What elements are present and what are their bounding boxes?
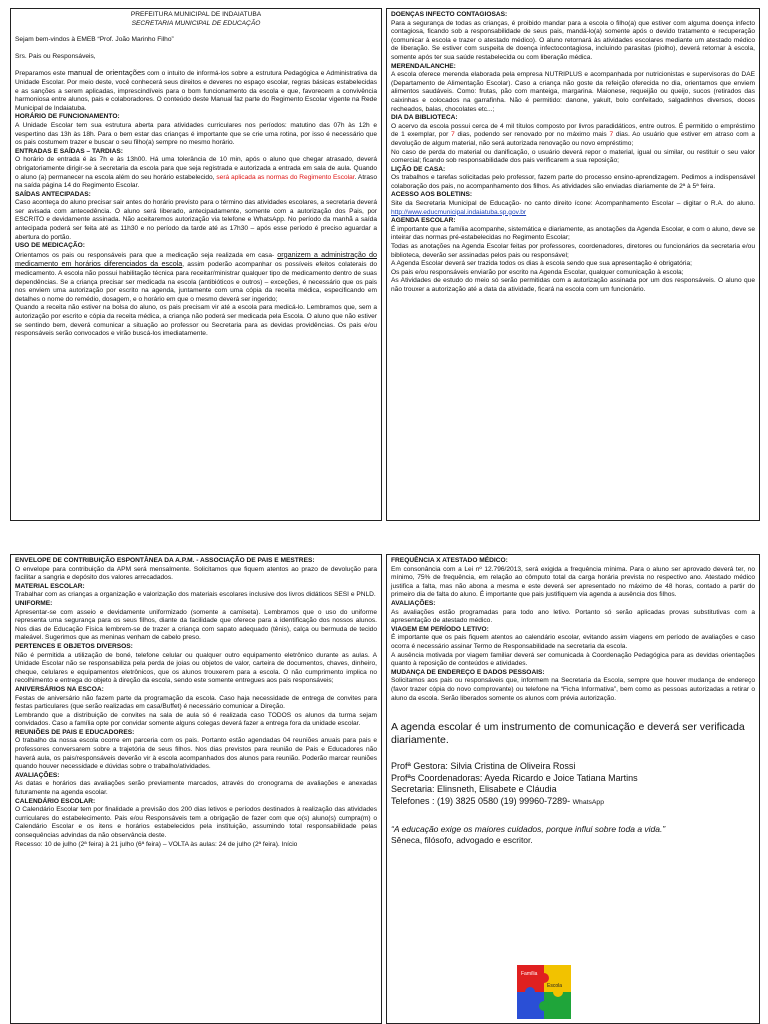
biblioteca-text-2: No caso de perda do material ou danificação, o usuário deverá repor o material, igual ou similar, ou restituir o seu valor comercial; ficando sob responsabilidade dos pais verificarem a sua reposição; [391, 148, 755, 165]
heading-aniversarios: ANIVERSÁRIOS NA ESCOA: [15, 685, 104, 693]
medicacao-underline: organizem a administração do medicamento em horários diferenciados da escola [15, 249, 377, 269]
avaliacoes-text: As datas e horários das avaliações serão previamente marcados, através do cronograma de avaliações e anexadas futuramente na agenda escolar. [15, 780, 377, 797]
heading-material: MATERIAL ESCOLAR: [15, 582, 85, 590]
agenda-note: A agenda escolar é um instrumento de comunicação e deverá ser verificada diariamente. [391, 721, 745, 747]
aniversarios-text-1: Festas de aniversário não fazem parte da programação da escola. Caso haja necessidade de entrega de convites para festas particulares (que serão realizadas em casa/Buffet) é necessário comunicar a Direção. [15, 694, 377, 711]
puzzle-logo-icon [515, 963, 573, 1021]
secretaria-name: SECRETARIA MUNICIPAL DE EDUCAÇÃO [131, 19, 261, 27]
heading-boletins: ACESSO AOS BOLETINS: [391, 191, 473, 199]
heading-calendario: CALENDÁRIO ESCOLAR: [15, 797, 96, 805]
avaliacoes-text-2: As avaliações estão programadas para todo ano letivo. Portanto só serão aplicadas provas substitutivas com a apresentação de atestado médico. [391, 608, 755, 625]
greeting: Srs. Pais ou Responsáveis, [15, 52, 96, 60]
heading-mudanca: MUDANÇA DE ENDEREÇO E DADOS PESSOAIS: [391, 668, 545, 676]
heading-pertences: PERTENCES E OBJETOS DIVERSOS: [15, 642, 133, 650]
heading-avaliacoes: AVALIAÇÕES: [15, 771, 60, 779]
heading-avaliacoes-2: AVALIAÇÕES: [391, 599, 436, 607]
biblioteca-text: O acervo da escola possui cerca de 4 mil títulos composto por livros paradidáticos, entre outros. É permitido o empréstimo de 1 exemplar, por 7 dias, podendo ser renovado por no máximo mais 7 dias. Ao usuário que estiver em atraso com a devolução de algum material, não será autorizada renovação ou novo empréstimo; [391, 122, 756, 147]
calendario-text: O Calendário Escolar tem por finalidade a previsão dos 200 dias letivos e períodos destinados à realização das atividades curriculares do estabelecimento. Pais e/ou Responsáveis tem a obrigação de fazer com que o(s) aluno(s) cumpra(m) o Calendário Escolar e os itens e horários estabelecidos pela instituição, assumindo total responsabilidade pelas consequências advindas da não observância deste. [15, 806, 377, 839]
doencas-text: Para a segurança de todas as crianças, é proibido mandar para a escola o filho(a) que estiver com alguma doença infecto contagiosa, ficando sob a responsabilidade de seus pais, mandá-lo(a) somente após o devido tratamento e recuperação (comunicar à escola e trazer o atestado médico). O aluno retornará às atividades escolares mediante um atestado médico de liberação. Se estiver com suspeita de doença infectocontagiosa, incluindo parasitas (piolho), deverá retornar à escola, somente após ter sua saúde restabelecida ou com liberação médica. [391, 19, 755, 61]
secretaria-line: Secretaria: Elinsneth, Elisabete e Cláudia [391, 784, 557, 795]
panel-apm [10, 554, 382, 1024]
apm-text: O envelope para contribuição da APM será mensalmente. Solicitamos que fiquem atentos ao prazo de devolução para facilitar a sangria e depósito dos valores arrecadados. [15, 565, 377, 582]
heading-apm: ENVELOPE DE CONTRIBUIÇÃO ESPONTÂNEA DA A.P.M. - ASSOCIAÇÃO DE PAIS E MESTRES: [15, 557, 315, 564]
heading-entradas: ENTRADAS E SAÍDAS – TARDIAS: [15, 147, 123, 155]
heading-doencas: DOENÇAS INFECTO CONTAGIOSAS: [391, 11, 508, 18]
mudanca-text: Solicitamos aos pais ou responsáveis que, informem na Secretaria da Escola, sempre que houver mudança de endereço (favor trazer cópia do novo comprovante) ou telefone na “Ficha Informativa”, bem como as pessoas autorizadas a retirar o aluno da escola. Serão liberados somente os alunos com prévia autorização. [391, 677, 755, 702]
agenda-text-2: Todas as anotações na Agenda Escolar feitas por professores, coordenadores, diretores ou funcionários da secretaria e/ou biblioteca, deverão ser assinadas pelos pais ou responsável; [391, 243, 755, 259]
puzzle-label-familia: Família [521, 971, 538, 977]
heading-reunioes: REUNIÕES DE PAIS E EDUCADORES: [15, 728, 135, 736]
coordenadoras-line: Profªs Coordenadoras: Ayeda Ricardo e Joice Tatiana Martins [391, 772, 638, 783]
reunioes-text: O trabalho da nossa escola ocorre em parceria com os pais. Portanto estão agendadas 04 reuniões anuais para pais e professores conversarem sobre a trajetória de seus filhos. Nos dias previstos para reunião de Pais e Educadores não haverá aula, os pais/responsáveis deverão vir à escola acompanhados dos alunos para reunião. Poderão marcar reuniões quando houver necessidade e dúvidas sobre o trabalho/atividades. [15, 737, 377, 771]
agenda-text-3: A Agenda Escolar deverá ser trazida todos os dias à escola sendo que sua apresentação é obrigatória; [391, 260, 692, 268]
panel-frequencia [386, 554, 760, 1024]
medicacao-text: Orientamos os pais ou responsáveis para que a medicação seja realizada em casa- organizem a administração do medicamento em horários diferenciados da escola, assim poderão acompanhar os possíveis efeitos colaterais do medicamento. A escola não possui habilitação técnica para receitar/ministrar qualquer tipo de medicamento dentro de suas dependências. Se a criança precisar ser medicada na escola (antibióticos e outros) – exceções, é necessário que os pais nos enviem uma autorização por escrito na agenda, juntamente com uma cópia da receita médica, especificando em detalhes o nome do remédio, dosagem, e o horário em que o mesmo deverá ser ingerido; [15, 249, 377, 303]
heading-medicacao: USO DE MEDICAÇÃO: [15, 242, 85, 250]
heading-biblioteca: DIA DA BIBLIOTECA: [391, 114, 458, 122]
viagem-text-1: É importante que os pais fiquem atentos ao calendário escolar, evitando assim viagens em período de avaliações e caso ocorra é necessário assinar Termo de Responsabilidade na secretaria da escola. [391, 634, 755, 650]
saidas-text: Caso aconteça do aluno precisar sair antes do horário previsto para o término das atividades escolares, a secretaria deverá ser avisada com antecedência. O aluno será liberado, antecipadamente, somente com a autorização dos Pais, por ESCRITO e devidamente assinada. Não aceitaremos autorização via telefone e WhatsApp. No período da manhã a saída antecipada poderá ser feita até as 11h30 e no período da tarde até as 17h30 – após esse período é preciso aguardar a abertura do portão. [15, 199, 377, 241]
pertences-text: Não é permitida a utilização de boné, telefone celular ou qualquer outro equipamento eletrônico durante as aulas. A Unidade Escolar não se responsabiliza pela perda de joias ou objetos de valor, carteira de documentos, chaves, dinheiro, cheque, celulares e equipamentos eletrônicos, que os alunos trouxerem para a escola. O não cumprimento implica no recolhimento e entrega do objeto à direção da escola, sendo este somente entregues aos pais responsáveis; [15, 651, 377, 685]
regimento-highlight: será aplicada as normas do Regimento Escolar [216, 173, 355, 181]
agenda-text-5: As Atividades de estudo do meio só serão permitidas com a autorização assinada por um dos responsáveis. O aluno que não trouxer a autorização até a data da atividade, ficará na escola com um funcionário. [391, 277, 755, 293]
quote-text: “A educação exige os maiores cuidados, porque influi sobre toda a vida.” [391, 824, 666, 835]
horario-text: A Unidade Escolar tem sua estrutura aberta para atividades curriculares nos períodos: matutino das 07h às 12h e vespertino das 13h às 18h. Para o bem estar das crianças é importante que se crie uma rotina, por isso é necessário que os pais costumem trazer e buscar o seu filho(a) sempre no mesmo horário. [15, 121, 377, 147]
boletins-text: Site da Secretaria Municipal de Educação- no canto direito ícone: Acompanhamento Escolar – digitar o R.A. do aluno. http://www.educmunicipal.indaiatuba.sp.gov.br [391, 200, 755, 216]
telefones-line: Telefones : (19) 3825 0580 (19) 99960-7289- WhatsApp [391, 795, 604, 806]
merenda-text: A escola oferece merenda elaborada pela empresa NUTRIPLUS e acompanhada por nutricionistas e supervisoras do DAE (Departamento de Alimentação Escolar). Caso a criança não goste da refeição oferecida no dia, orientamos que enviem alimentos saudáveis. Como: frutas, pão com manteiga, margarina. Maionese, requeijão ou queijo, sucos (retirados das caixinhas e colocados na garrafinha. Não é permitido: danone, yakult, bolo confeitado, salgadinhos diversos, doces recheados, balas, chocolates etc...; [391, 71, 755, 113]
heading-horario: HORÁRIO DE FUNCIONAMENTO: [15, 113, 120, 121]
heading-saidas: SAÍDAS ANTECIPADAS: [15, 190, 91, 198]
heading-viagem: VIAGEM EM PERÍODO LETIVO: [391, 625, 489, 633]
licao-text: Os trabalhos e tarefas solicitadas pelo professor, fazem parte do processo ensino-aprendizagem. Pedimos a indispensável colaboração dos pais, no acompanhamento dos filhos. As atividades são enviadas diariamente de 2ª à 5ª feira. [391, 174, 755, 190]
agenda-text-1: É importante que a família acompanhe, sistemática e diariamente, as anotações da Agenda Escolar, e com o aluno, deve se inteirar das normas pré-estabelecidas no Regimento Escolar; [391, 225, 755, 242]
medicacao-text-2: Quando a receita não estiver na bolsa do aluno, os pais precisam vir até a escola para medicá-lo. Lembramos que, sem a autorização por escrito e cópia da receita médica, a criança não poderá ser medicada pela Escola. O aluno que não estiver se sentindo bem, deverá comunicar a situação ao professor ou Secretaria para as devidas providências. Os pais e/ou responsáveis serão convocados e virão buscá-los imediatamente. [15, 304, 377, 338]
viagem-text-2: A ausência motivada por viagem familiar deverá ser comunicada à Coordenação Pedagógica para as devidas orientações quanto à reposição de conteúdos e atividades. [391, 651, 755, 668]
agenda-text-4: Os pais e/ou responsáveis enviarão por escrito na Agenda Escolar, qualquer comunicação à escola; [391, 268, 684, 276]
panel-welcome [10, 8, 382, 521]
uniforme-text: Apresentar-se com asseio e devidamente uniformizado (somente a camiseta). Lembramos que o uso do uniforme representa uma segurança para os seus filhos, diante da facilidade que oferece para a identificação dos nossos alunos. Nos dias de Educação Física lembrem-se de trazer a criança com sapato adequado (tênis), calça ou bermuda de tecido maleável. Sugerimos que as meninas venham de cabelo preso. [15, 608, 377, 642]
panel-rules [386, 8, 760, 521]
puzzle-label-escola: Escola [547, 983, 563, 989]
heading-merenda: MERENDA/LANCHE: [391, 62, 456, 70]
boletins-link[interactable]: http://www.educmunicipal.indaiatuba.sp.gov.br [391, 208, 527, 216]
aniversarios-text-2: Lembrando que a distribuição de convites na sala de aula só é realizada caso TODOS os alunos da turma sejam convidados. Caso a família opte por convidar somente alguns colegas deverá fazer a entrega fora da unidade escolar. [15, 711, 377, 728]
heading-agenda: AGENDA ESCOLAR: [391, 217, 456, 225]
welcome-line: Sejam bem-vindos à EMEB “Prof. João Marinho Filho” [15, 36, 174, 44]
org-name: PREFEITURA MUNICIPAL DE INDAIATUBA [130, 11, 262, 18]
intro-paragraph: Preparamos este manual de orientações com o intuito de informá-los sobre a estrutura Pedagógica e Administrativa da Unidade Escolar. Por meio deste, você conhecerá seus direitos e deveres no espaço escolar, regras básicas estabelecidas e as sanções a serem aplicadas, imprescindíveis para o bom funcionamento da escola e que, favorecem a convivência harmoniosa entre alunos, pais e colaboradores. O conteúdo deste Manual faz parte do Regimento Escolar vigente na Rede Municipal de Indaiatuba. [15, 68, 377, 112]
gestora-line: Profª Gestora: Silvia Cristina de Oliveira Rossi [391, 761, 576, 772]
quote-author: Sêneca, filósofo, advogado e escritor. [391, 835, 533, 846]
heading-frequencia: FREQUÊNCIA X ATESTADO MÉDICO: [391, 557, 508, 564]
material-text: Trabalhar com as crianças a organização e valorização dos materiais escolares inclusive dos livros didáticos SESI e PNLD. [15, 591, 376, 599]
heading-uniforme: UNIFORME: [15, 599, 53, 607]
frequencia-text: Em consonância com a Lei nº 12.796/2013, será exigida a frequência mínima. Para o aluno ser aprovado deverá ter, no mínimo, 75% de frequência, em relação ao cômputo total da carga horária prevista no respectivo ano. Atestado médico justifica a falta, mas não abona a mesma e este deverá ser apresentado no máximo de 48 horas, contado a partir do primeiro dia de falta do aluno. É importante que pais justifiquem via agenda a ausência dos filhos. [391, 565, 755, 599]
recesso-text: Recesso: 10 de julho (2ª feira) à 21 julho (6ª feira) – VOLTA às aulas: 24 de julho (2ª feira). Início [15, 840, 298, 848]
heading-licao: LIÇÃO DE CASA: [391, 165, 446, 173]
entradas-text: O horário de entrada é às 7h e às 13h00. Há uma tolerância de 10 min, após o aluno que chegar atrasado, deverá obrigatoriamente dirigir-se à secretaria da escola para que seja registrada e autorizada a entrada em sala de aula. Quando o aluno (a) permanecer na escola além do seu horário estabelecido, será aplicada as normas do Regimento Escolar. Atraso na saída página 14 do Regimento Escolar. [15, 156, 377, 190]
